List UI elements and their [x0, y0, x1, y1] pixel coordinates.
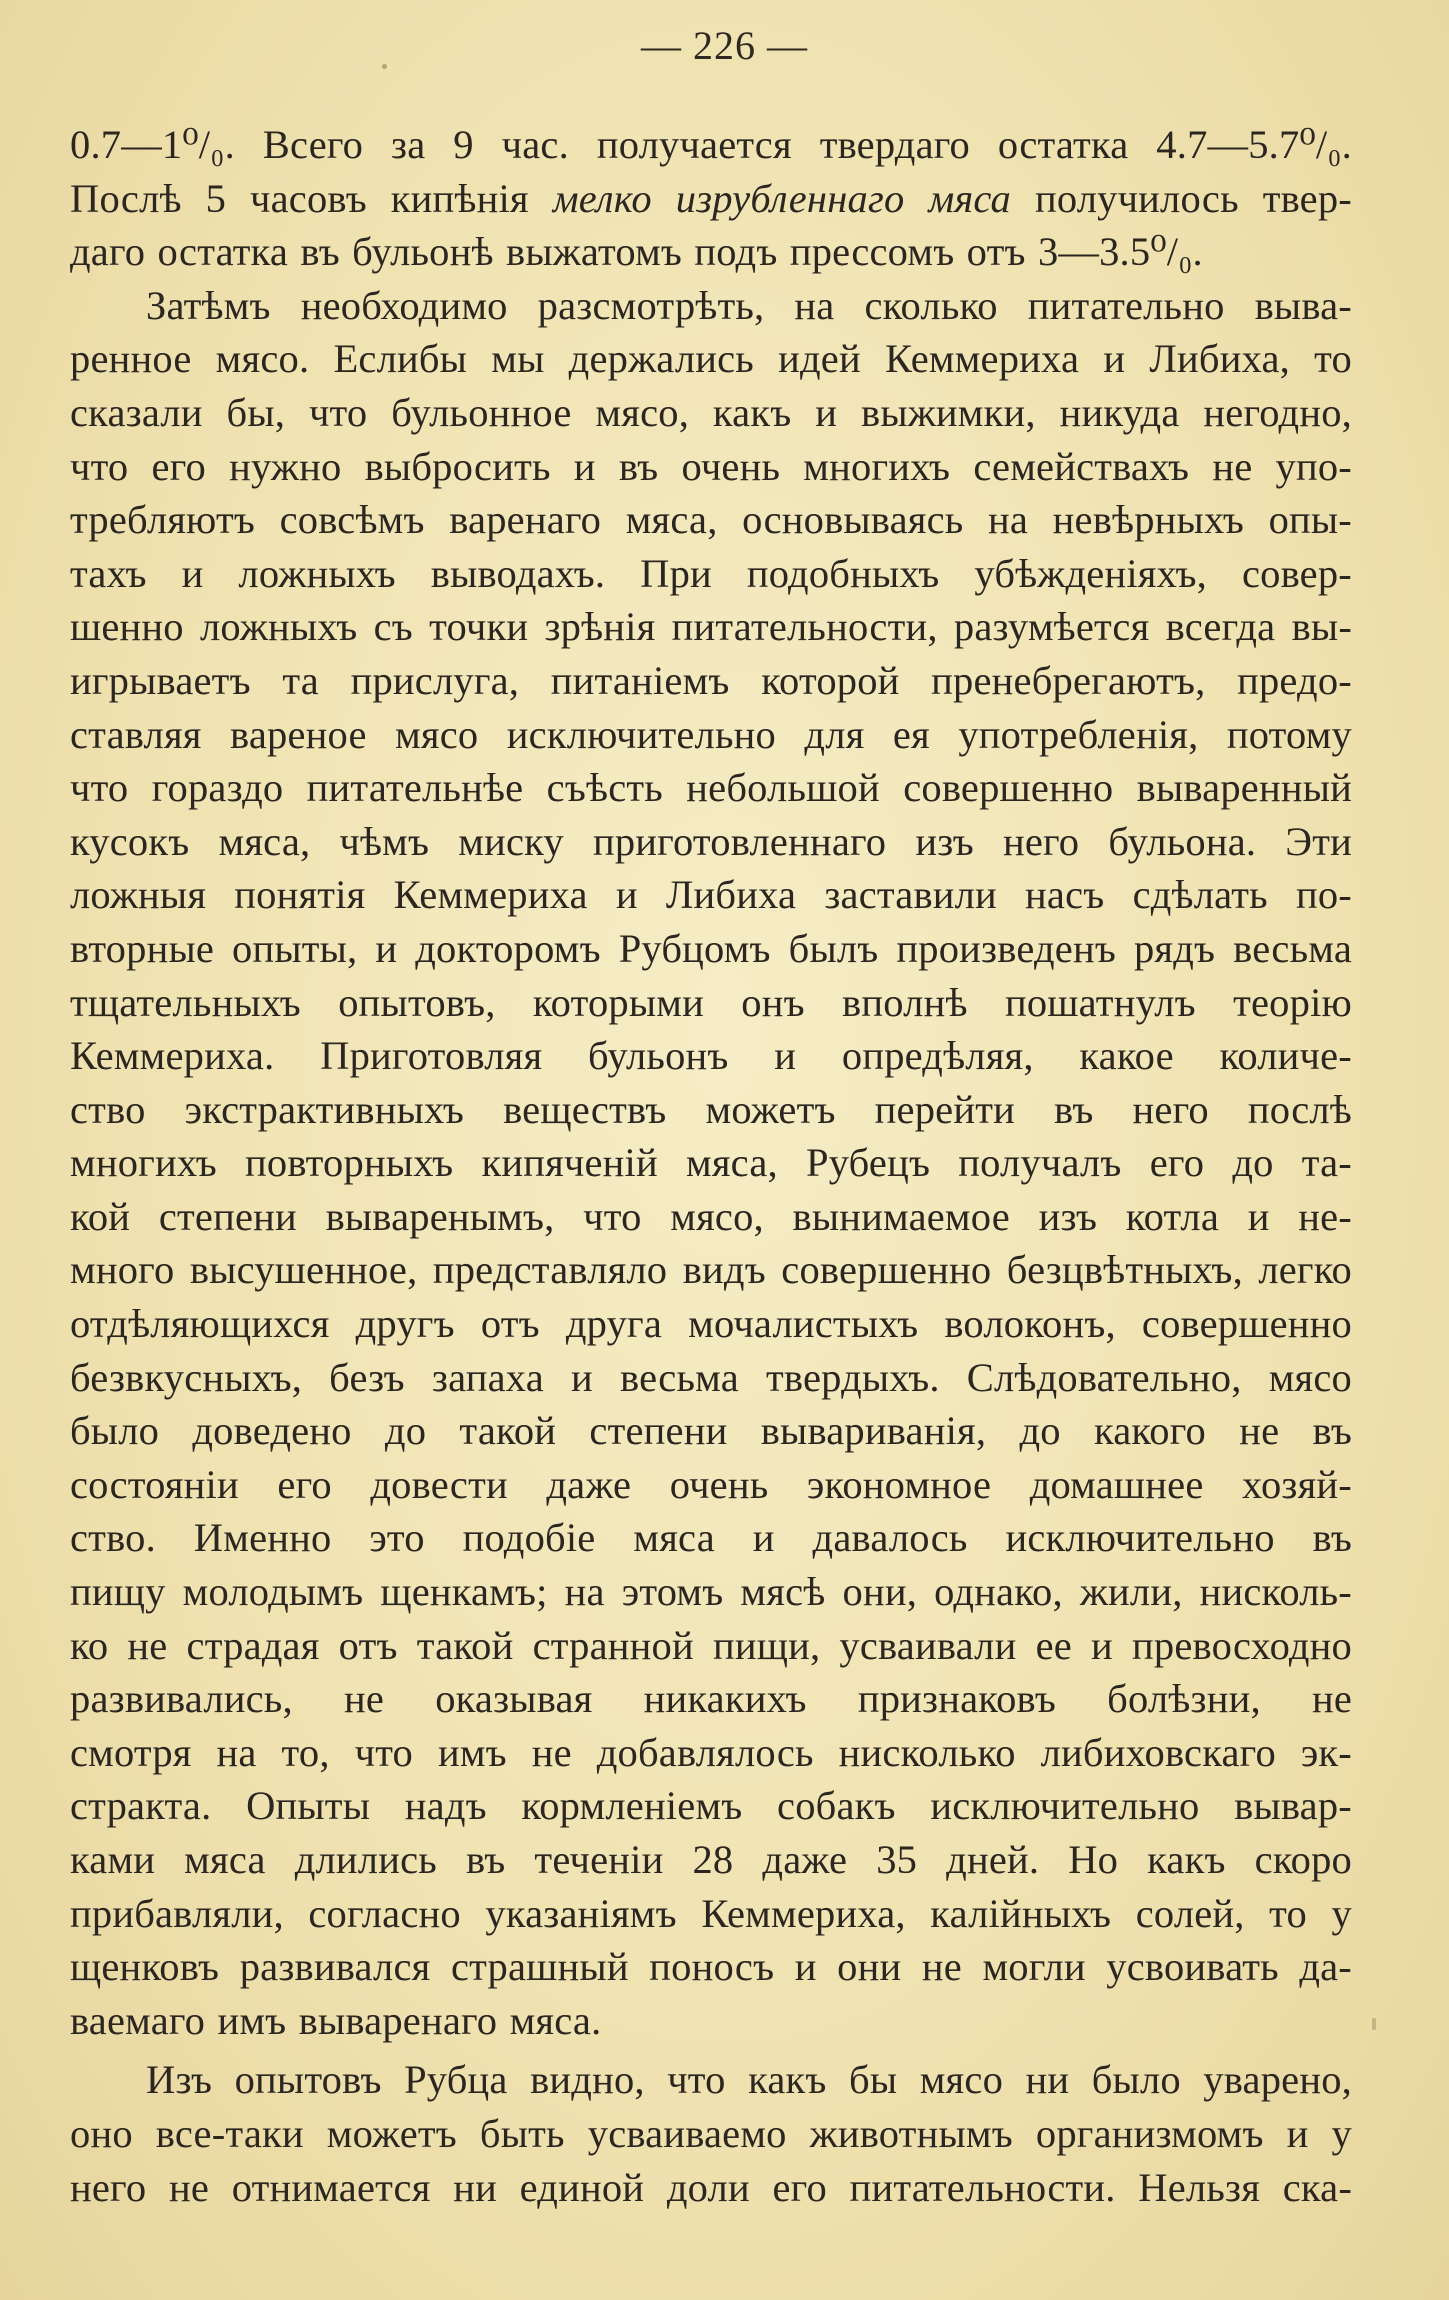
- text-line: Кеммериха. Приготовляя бульонъ и опредѣляя, какое количе-: [70, 1033, 1352, 1079]
- text-line: игрываетъ та прислуга, питаніемъ которой пренебрегаютъ, предо-: [70, 657, 1352, 703]
- text-line: 0.7—1⁰/₀. Всего за 9 час. получается твердаго остатка 4.7—5.7⁰/₀.: [70, 122, 1352, 167]
- text-line: что его нужно выбросить и въ очень многихъ семействахъ не упо-: [70, 443, 1352, 489]
- text-line: шенно ложныхъ съ точки зрѣнія питательности, разумѣется всегда вы-: [70, 604, 1352, 650]
- text-line: многихъ повторныхъ кипяченій мяса, Рубецъ получалъ его до та-: [70, 1140, 1352, 1186]
- page-number: — 226 —: [641, 23, 808, 68]
- text-line: Изъ опытовъ Рубца видно, что какъ бы мясо ни было уварено,: [146, 2057, 1352, 2103]
- text-line: него не отнимается ни единой доли его питательности. Нельзя ска-: [70, 2164, 1352, 2210]
- text-line: вторные опыты, и докторомъ Рубцомъ былъ произведенъ рядъ весьма: [70, 925, 1352, 971]
- text-line: много высушенное, представляло видъ совершенно безцвѣтныхъ, легко: [70, 1247, 1352, 1293]
- text-line: развивались, не оказывая никакихъ признаковъ болѣзни, не: [70, 1676, 1352, 1722]
- text-line: Затѣмъ необходимо разсмотрѣть, на сколько питательно выва-: [146, 282, 1352, 328]
- text-line: состояніи его довести даже очень экономное домашнее хозяй-: [70, 1461, 1352, 1507]
- page-body: [70, 118, 1352, 2214]
- text-run: Послѣ 5 часовъ кипѣнія: [70, 175, 553, 221]
- text-line: ство экстрактивныхъ веществъ можетъ перейти въ него послѣ: [70, 1086, 1352, 1132]
- text-line: безвкусныхъ, безъ запаха и весьма твердыхъ. Слѣдовательно, мясо: [70, 1354, 1352, 1400]
- text-line: отдѣляющихся другъ отъ друга мочалистыхъ волоконъ, совершенно: [70, 1301, 1352, 1347]
- text-line: оно все-таки можетъ быть усваиваемо животнымъ организмомъ и у: [70, 2110, 1352, 2156]
- text-line: тахъ и ложныхъ выводахъ. При подобныхъ убѣжденіяхъ, совер-: [70, 550, 1352, 596]
- text-line: смотря на то, что имъ не добавлялось нисколько либиховскаго эк-: [70, 1729, 1352, 1775]
- text-line: было доведено до такой степени вывариванія, до какого не въ: [70, 1408, 1352, 1454]
- text-line: ренное мясо. Еслибы мы держались идей Кеммериха и Либиха, то: [70, 336, 1352, 382]
- text-line: ство. Именно это подобіе мяса и давалось исключительно въ: [70, 1515, 1352, 1561]
- text-line: тщательныхъ опытовъ, которыми онъ вполнѣ пошатнулъ теорію: [70, 979, 1352, 1025]
- text-line: кусокъ мяса, чѣмъ миску приготовленнаго изъ него бульона. Эти: [70, 818, 1352, 864]
- text-line: ложныя понятія Кеммериха и Либиха заставили насъ сдѣлать по-: [70, 872, 1352, 918]
- text-line: ставляя вареное мясо исключительно для ея употребленія, потому: [70, 711, 1352, 757]
- text-line: даго остатка въ бульонѣ выжатомъ подъ прессомъ отъ 3—3.5⁰/₀.: [70, 229, 1203, 275]
- text-line: ваемаго имъ вываренаго мяса.: [70, 1997, 602, 2043]
- text-line: ками мяса длились въ теченіи 28 даже 35 дней. Но какъ скоро: [70, 1837, 1352, 1882]
- text-line: кой степени вываренымъ, что мясо, вынимаемое изъ котла и не-: [70, 1193, 1352, 1239]
- text-line: что гораздо питательнѣе съѣсть небольшой совершенно вываренный: [70, 765, 1352, 811]
- text-line: [70, 172, 1352, 226]
- text-line: ко не страдая отъ такой странной пищи, усваивали ее и превосходно: [70, 1622, 1352, 1668]
- paper-speck: [1372, 2018, 1376, 2030]
- text-line: прибавляли, согласно указаніямъ Кеммериха, калійныхъ солей, то у: [70, 1890, 1352, 1936]
- italic-run: мелко изрубленнаго мяса: [552, 175, 1011, 221]
- paper-speck: [382, 64, 387, 69]
- text-run: получилось твер-: [1011, 175, 1352, 221]
- text-line: стракта. Опыты надъ кормленіемъ собакъ исключительно вывар-: [70, 1783, 1352, 1829]
- text-line: требляютъ совсѣмъ варенаго мяса, основываясь на невѣрныхъ опы-: [70, 497, 1352, 543]
- text-line: сказали бы, что бульонное мясо, какъ и выжимки, никуда негодно,: [70, 389, 1352, 435]
- text-line: пищу молодымъ щенкамъ; на этомъ мясѣ они, однако, жили, нисколь-: [70, 1569, 1352, 1615]
- text-line: щенковъ развивался страшный поносъ и они не могли усвоивать да-: [70, 1944, 1352, 1990]
